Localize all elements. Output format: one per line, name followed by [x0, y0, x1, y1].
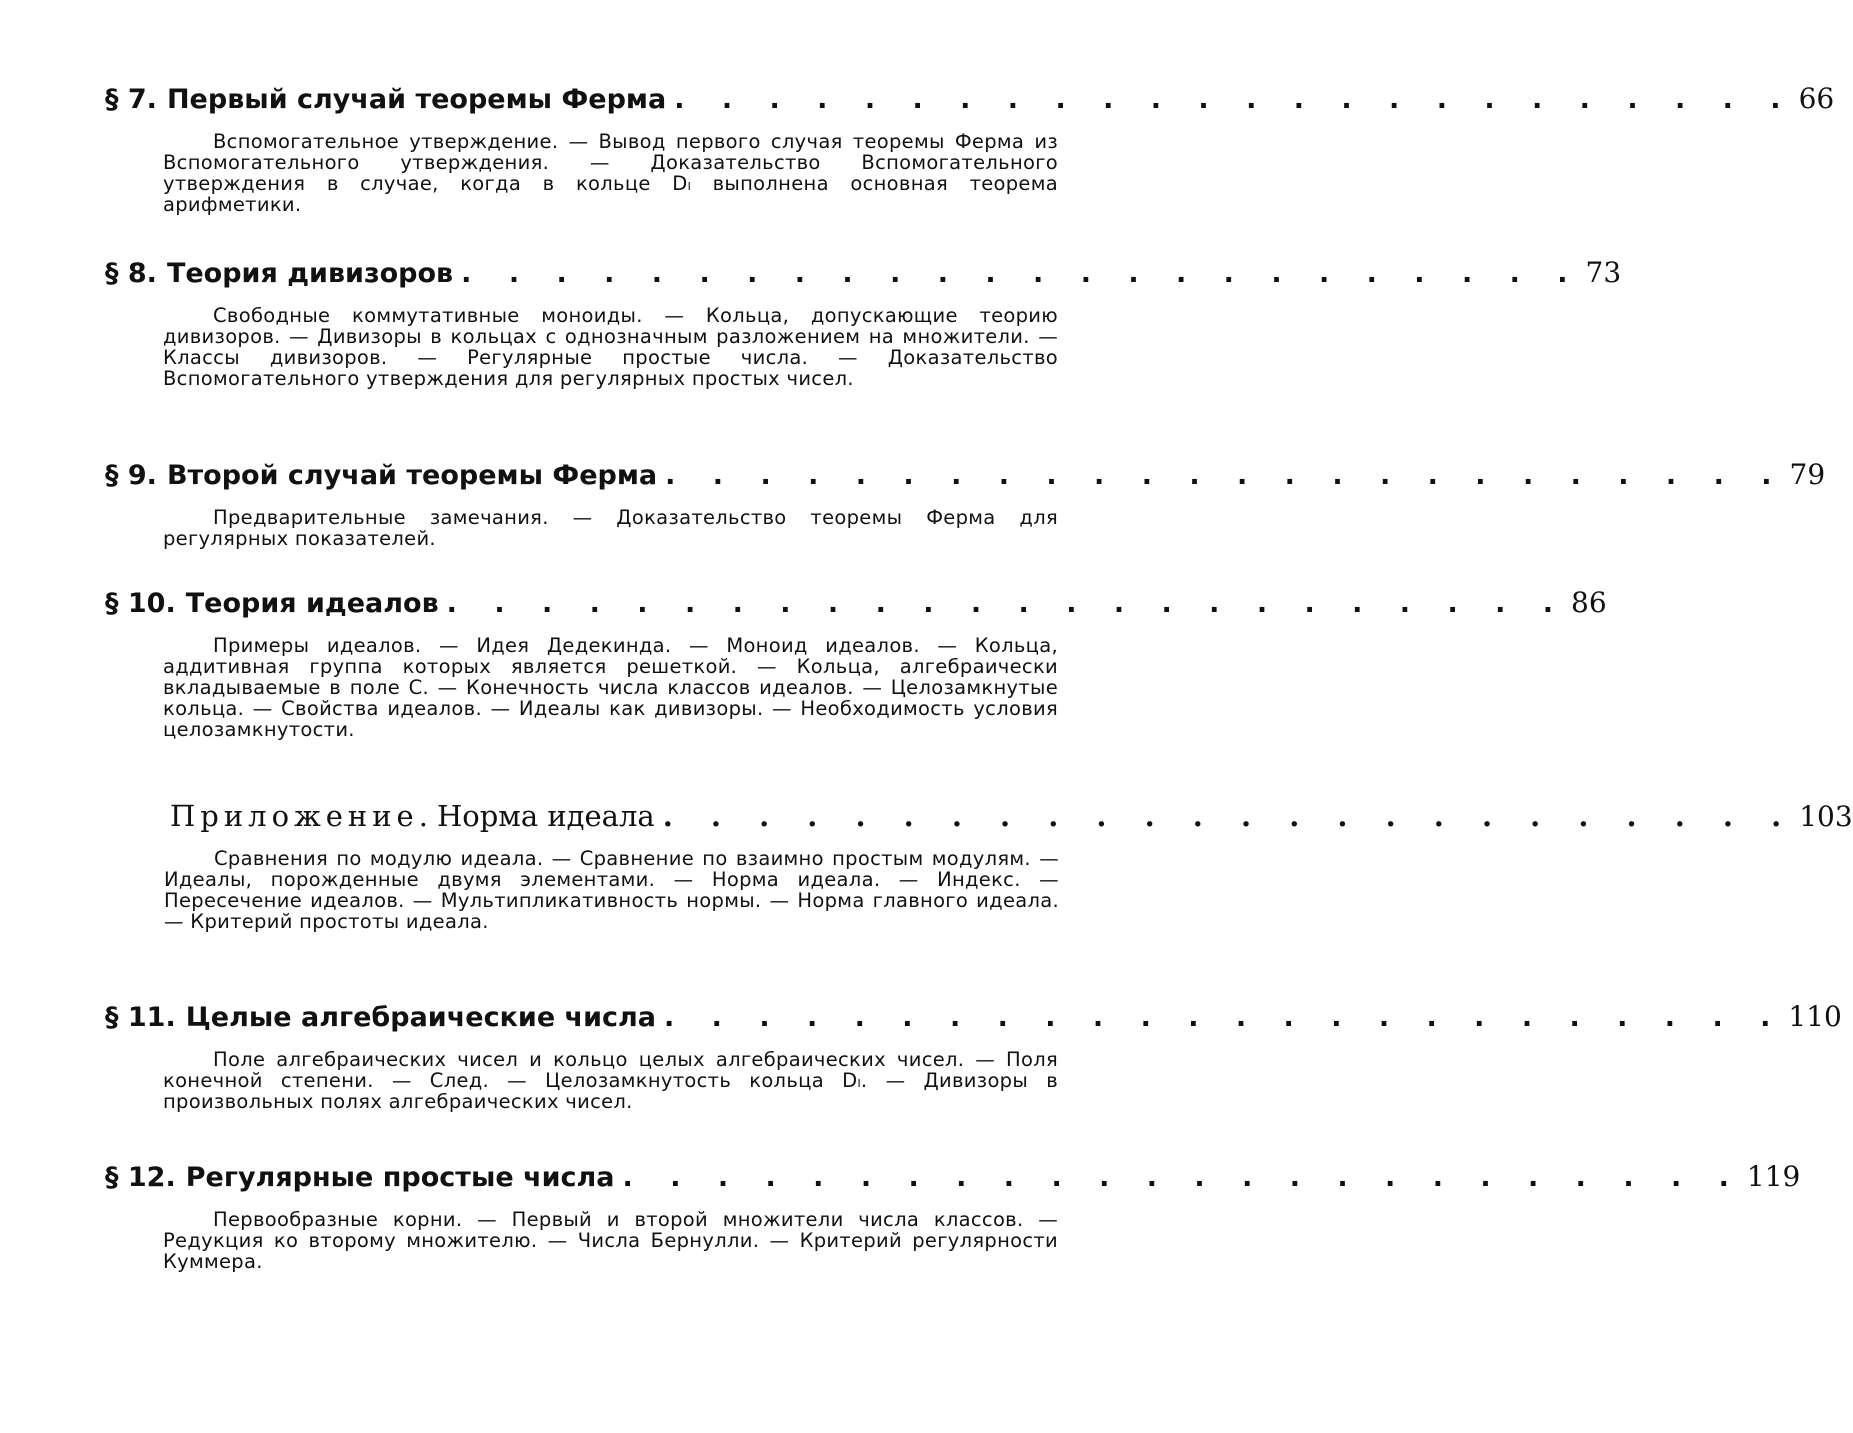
- page-number: 86: [1571, 586, 1607, 619]
- dot-leader: . . . . . . . . . . . . . . . . . . . . . . . .: [461, 258, 1582, 289]
- section-number: § 7.: [105, 84, 157, 115]
- section-title-text: Второй случай теоремы Ферма: [166, 460, 658, 491]
- section-number: § 8.: [105, 258, 157, 289]
- toc-entry-section-8: [105, 256, 1622, 390]
- section-description: Первообразные корни. — Первый и второй множители числа классов. — Редукция ко второму множителю. — Числа Бернулли. — Критерий регулярности Куммера.: [163, 1208, 1058, 1273]
- toc-entry-section-9: [105, 458, 1826, 550]
- toc-heading[interactable]: [105, 256, 1622, 291]
- section-description: Поле алгебраических чисел и кольцо целых алгебраических чисел. — Поля конечной степени. — След. — Целозамкнутость кольца Dₗ. — Дивизоры в произвольных полях алгебраических чисел.: [163, 1048, 1058, 1113]
- section-title: [105, 257, 453, 291]
- dot-leader: . . . . . . . . . . . . . . . . . . . . . . . .: [665, 460, 1786, 491]
- section-title-text: Теория дивизоров: [166, 258, 454, 289]
- dot-leader: . . . . . . . . . . . . . . . . . . . . . . . .: [622, 1162, 1743, 1193]
- section-title: [105, 83, 666, 117]
- section-description: Сравнения по модулю идеала. — Сравнение по взаимно простым модулям. — Идеалы, порожденные двумя элементами. — Норма идеала. — Индекс. — Пересечение идеалов. — Мультипликативность нормы. — Норма главного идеала. — Критерий простоты идеала.: [164, 847, 1059, 933]
- section-title: [170, 799, 655, 833]
- page-number: 73: [1585, 256, 1622, 289]
- section-description: Вспомогательное утверждение. — Вывод первого случая теоремы Ферма из Вспомогательного утверждения. — Доказательство Вспомогательного утверждения в случае, когда в кольце Dₗ выполнена основная теорема арифметики.: [163, 130, 1058, 216]
- dot-leader: . . . . . . . . . . . . . . . . . . . . . . . .: [662, 799, 1796, 833]
- section-title-text: Теория идеалов: [185, 588, 439, 619]
- section-title: [105, 1161, 615, 1195]
- dot-leader: . . . . . . . . . . . . . . . . . . . . . . . .: [674, 84, 1795, 115]
- toc-heading[interactable]: [105, 1160, 1801, 1195]
- section-title-text: Регулярные простые числа: [185, 1162, 615, 1193]
- appendix-label: Приложение.: [170, 799, 433, 833]
- toc-entry-section-12: [105, 1160, 1801, 1273]
- page-number: 110: [1788, 1000, 1842, 1033]
- page-number: 103: [1799, 800, 1853, 833]
- toc-entry-section-7: [105, 82, 1835, 216]
- section-title-text: Целые алгебраические числа: [185, 1002, 656, 1033]
- section-description: Примеры идеалов. — Идея Дедекинда. — Моноид идеалов. — Кольца, аддитивная группа которых является решеткой. — Кольца, алгебраически вкладываемые в поле C. — Конечность числа классов идеалов. — Целозамкнутые кольца. — Свойства идеалов. — Идеалы как дивизоры. — Необходимость условия целозамкнутости.: [163, 634, 1058, 741]
- section-title: [105, 1001, 656, 1035]
- section-title-text: Первый случай теоремы Ферма: [166, 84, 667, 115]
- toc-heading[interactable]: [105, 458, 1826, 493]
- dot-leader: . . . . . . . . . . . . . . . . . . . . . . . .: [446, 588, 1568, 619]
- section-number: § 9.: [105, 460, 157, 491]
- dot-leader: . . . . . . . . . . . . . . . . . . . . . . . .: [664, 1002, 1785, 1033]
- toc-entry-section-10: [105, 586, 1607, 741]
- toc-heading[interactable]: [170, 799, 1853, 834]
- section-number: § 11.: [105, 1002, 176, 1033]
- toc-entry-section-11: [105, 1000, 1842, 1113]
- page-number: 66: [1798, 82, 1835, 115]
- section-number: § 10.: [105, 588, 176, 619]
- section-description: Предварительные замечания. — Доказательство теоремы Ферма для регулярных показателей.: [163, 506, 1058, 550]
- section-title-text: Норма идеала: [436, 799, 655, 833]
- page-number: 119: [1746, 1160, 1801, 1193]
- toc-heading[interactable]: [105, 586, 1607, 621]
- toc-heading[interactable]: [105, 82, 1835, 117]
- toc-entry-appendix: [164, 799, 1853, 933]
- page-number: 79: [1789, 458, 1826, 491]
- section-title: [105, 459, 657, 493]
- section-number: § 12.: [105, 1162, 176, 1193]
- section-title: [105, 587, 439, 621]
- toc-heading[interactable]: [105, 1000, 1842, 1035]
- section-description: Свободные коммутативные моноиды. — Кольца, допускающие теорию дивизоров. — Дивизоры в кольцах с однозначным разложением на множители. — Классы дивизоров. — Регулярные простые числа. — Доказательство Вспомогательного утверждения для регулярных простых чисел.: [163, 304, 1058, 390]
